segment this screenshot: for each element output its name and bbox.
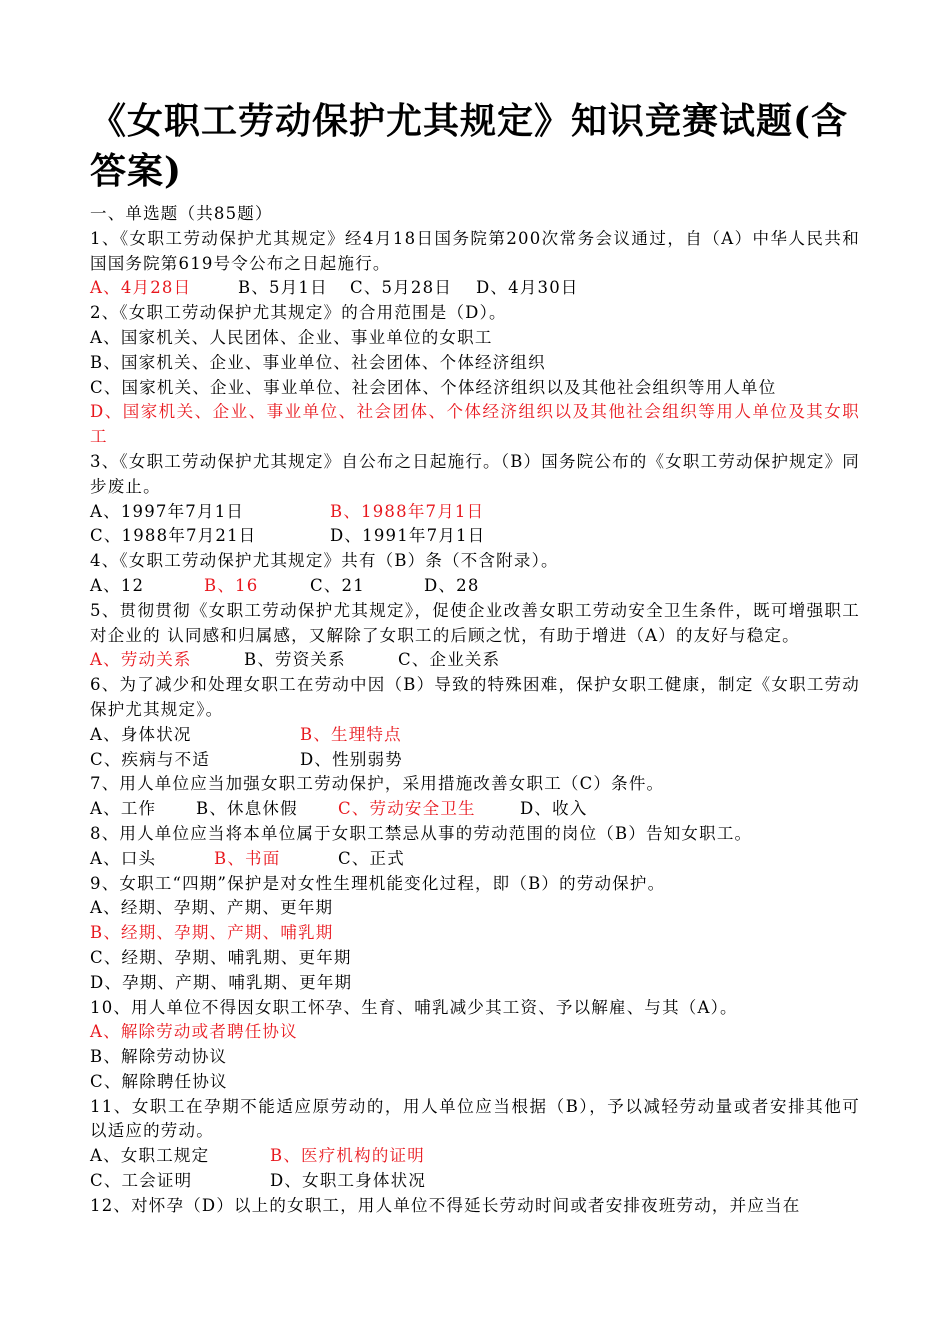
answer-option: C、工会证明 [90,1171,193,1191]
answer-option: C、5月28日 [350,278,453,298]
answer-option: C、企业关系 [398,650,501,670]
text-line: 1、《女职工劳动保护尤其规定》经4月18日国务院第200次常务会议通过，自（A）中华人民共和国国务院第619号令公布之日起施行。 [90,228,860,273]
answer-option: D、4月30日 [476,278,579,298]
text-line: 5、贯彻贯彻《女职工劳动保护尤其规定》，促使企业改善女职工劳动安全卫生条件，既可增强职工对企业的 认同感和归属感，又解除了女职工的后顾之忧，有助于增进（A）的友好与稳定。 [90,600,860,645]
answer-option: A、工作 [90,799,157,819]
text-line: 8、用人单位应当将本单位属于女职工禁忌从事的劳动范围的岗位（B）告知女职工。 [90,823,753,843]
answer-option: D、性别弱势 [300,749,403,769]
text-line: 4、《女职工劳动保护尤其规定》共有（B）条（不含附录）。 [90,551,559,571]
correct-answer-option: B、书面 [214,848,281,868]
text-line: B、国家机关、企业、事业单位、社会团体、个体经济组织 [90,352,546,372]
text-line: C、解除聘任协议 [90,1071,228,1091]
answer-options-row [90,574,860,599]
text-line: C、经期、孕期、哺乳期、更年期 [90,947,352,967]
answer-options-row [90,500,860,525]
text-line: 2、《女职工劳动保护尤其规定》的合用范围是（D）。 [90,303,507,323]
document-page [90,96,860,1219]
correct-answer-option: A、劳动关系 [90,650,192,670]
text-line: 10、用人单位不得因女职工怀孕、生育、哺乳减少其工资、予以解雇、与其（A）。 [90,997,738,1017]
answer-option: C、1988年7月21日 [90,526,257,546]
correct-answer-option: B、生理特点 [300,724,402,744]
correct-answer-line: D、国家机关、企业、事业单位、社会团体、个体经济组织以及其他社会组织等用人单位及其女职工 [90,402,860,447]
answer-option: B、劳资关系 [244,650,346,670]
text-line: 11、女职工在孕期不能适应原劳动的，用人单位应当根据（B），予以减轻劳动量或者安排其他可以适应的劳动。 [90,1096,860,1141]
answer-option: C、疾病与不适 [90,749,211,769]
answer-options-row [90,648,860,673]
section-heading: 一、单选题（共85题） [90,204,273,223]
text-line: D、孕期、产期、哺乳期、更年期 [90,972,353,992]
correct-answer-line: A、解除劳动或者聘任协议 [90,1022,298,1042]
correct-answer-option: B、16 [204,575,259,595]
correct-answer-option: A、4月28日 [90,278,192,298]
text-line: 12、对怀孕（D）以上的女职工，用人单位不得延长劳动时间或者安排夜班劳动，并应当在 [90,1195,801,1215]
answer-option: D、1991年7月1日 [330,526,486,546]
text-line: B、解除劳动协议 [90,1047,228,1067]
answer-option: D、收入 [520,799,588,819]
answer-option: C、正式 [338,848,405,868]
answer-option: C、21 [310,575,365,595]
text-line: 9、女职工“四期”保护是对女性生理机能变化过程，即（B）的劳动保护。 [90,873,666,893]
text-line: C、国家机关、企业、事业单位、社会团体、个体经济组织以及其他社会组织等用人单位 [90,377,777,397]
answer-option: B、休息休假 [196,799,298,819]
question-list [90,227,860,1219]
answer-options-row [90,276,860,301]
answer-options-row [90,797,860,822]
text-line: 7、用人单位应当加强女职工劳动保护，采用措施改善女职工（C）条件。 [90,774,665,794]
answer-option: D、28 [424,575,480,595]
answer-options-row [90,723,860,748]
correct-answer-line: B、经期、孕期、产期、哺乳期 [90,923,334,943]
answer-option: B、5月1日 [238,278,328,298]
page-title: 《女职工劳动保护尤其规定》知识竞赛试题(含答案) [90,100,849,192]
text-line: 6、为了减少和处理女职工在劳动中因（B）导致的特殊困难，保护女职工健康，制定《女职工劳动保护尤其规定》。 [90,675,860,719]
answer-option: A、12 [90,575,145,595]
answer-options-row [90,1169,860,1194]
answer-option: A、1997年7月1日 [90,501,245,521]
answer-options-row [90,847,860,872]
answer-option: A、口头 [90,848,157,868]
answer-option: A、身体状况 [90,724,192,744]
text-line: A、经期、孕期、产期、更年期 [90,898,334,918]
answer-option: D、女职工身体状况 [270,1171,427,1191]
text-line: 3、《女职工劳动保护尤其规定》自公布之日起施行。（B）国务院公布的《女职工劳动保护规定》同步废止。 [90,451,860,496]
answer-options-row [90,748,860,773]
answer-options-row [90,1144,860,1169]
correct-answer-option: B、1988年7月1日 [330,501,485,521]
correct-answer-option: B、医疗机构的证明 [270,1146,425,1166]
text-line: A、国家机关、人民团体、企业、事业单位的女职工 [90,327,493,347]
correct-answer-option: C、劳动安全卫生 [338,799,476,819]
answer-options-row [90,524,860,549]
answer-option: A、女职工规定 [90,1146,210,1166]
